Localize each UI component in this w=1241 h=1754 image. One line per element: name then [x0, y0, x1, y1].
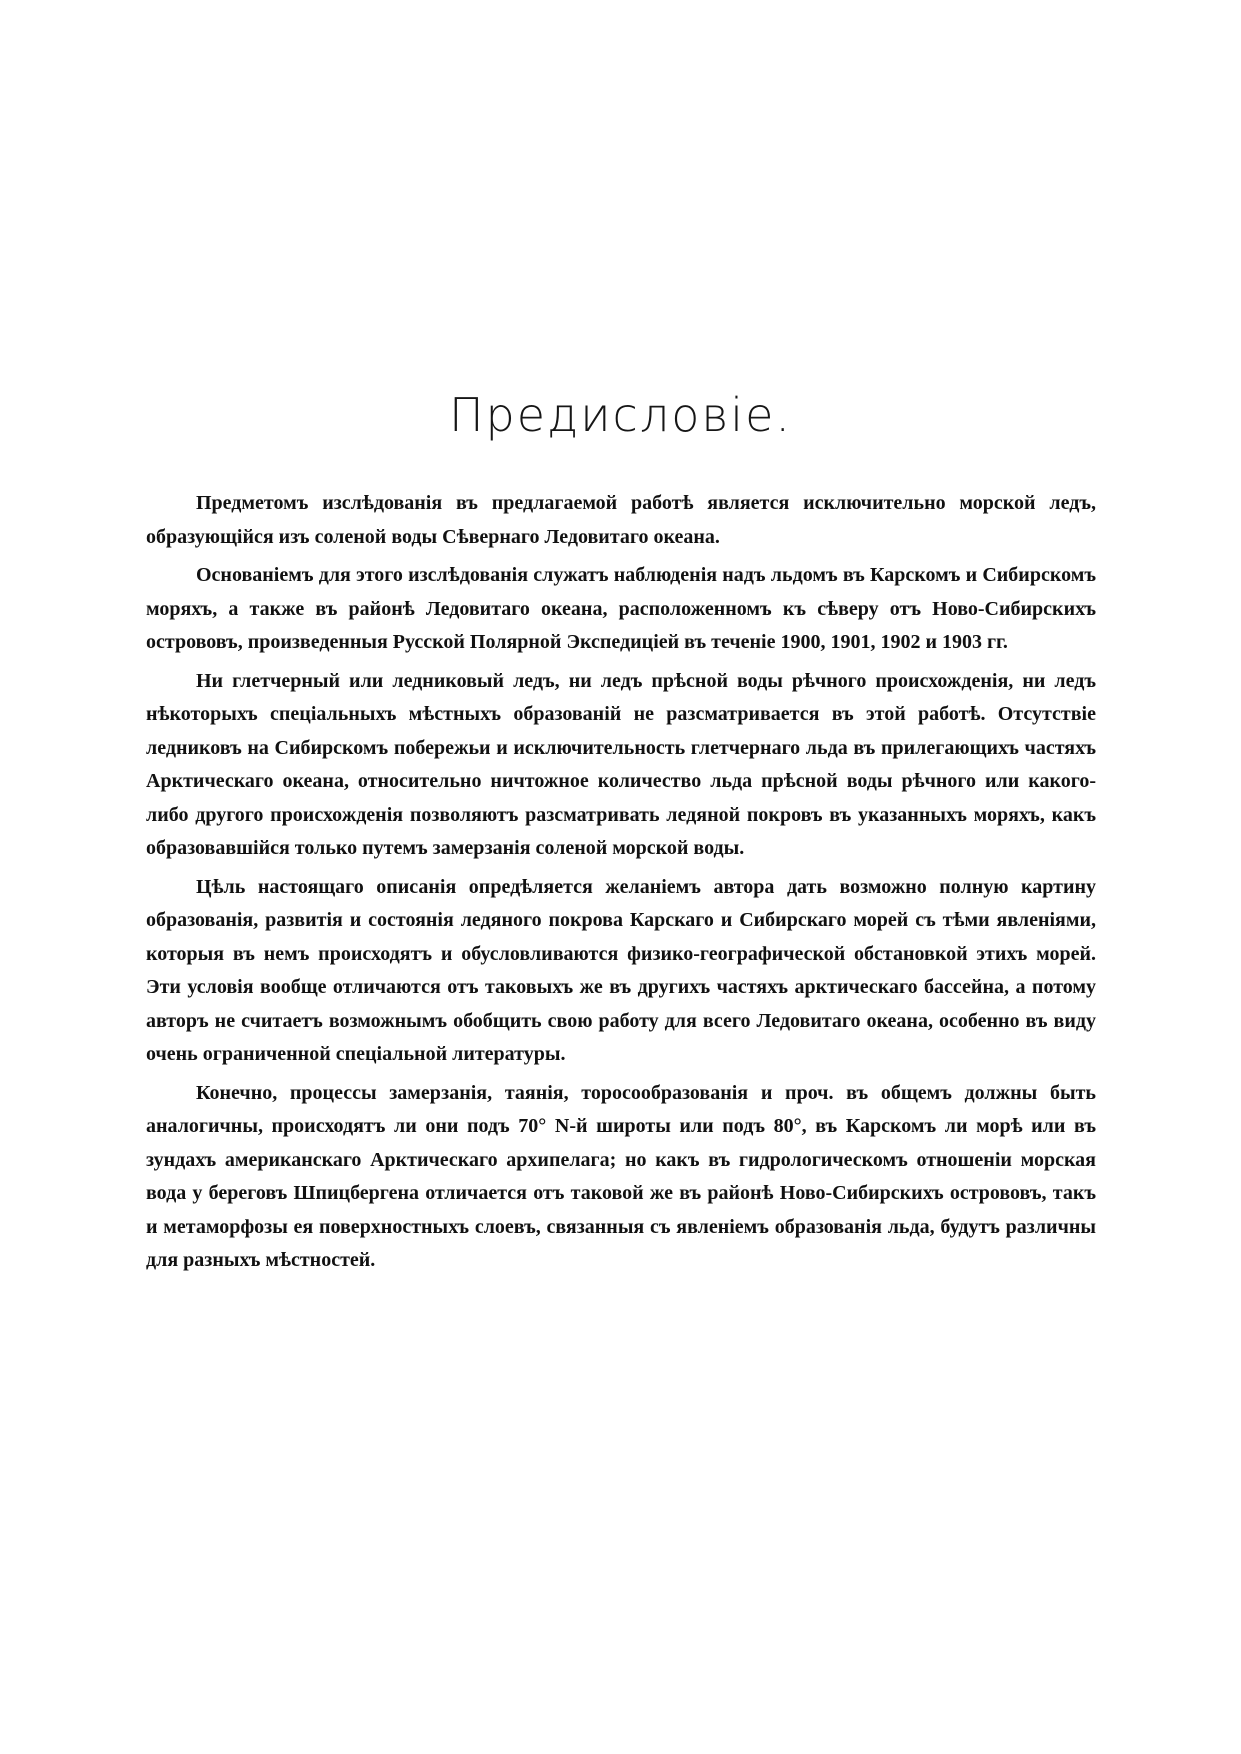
paragraph-1: Предметомъ изслѣдованія въ предлагаемой работѣ является исключительно морской ледъ, образующійся изъ соленой воды Сѣвернаго Ледовитаго океана. — [146, 492, 1096, 548]
paragraph-5: Конечно, процессы замерзанія, таянія, торосообразованія и проч. въ общемъ должны быть аналогичны, происходятъ ли они подъ 70° N-й широты или подъ 80°, въ Карскомъ ли морѣ или въ зундахъ американскаго Арктическаго архипелага; но какъ въ гидрологическомъ отношеніи морская вода у береговъ Шпицбергена отличается отъ таковой же въ районѣ Ново-Сибирскихъ острововъ, такъ и метаморфозы ея поверхностныхъ слоевъ, связанныя съ явленіемъ образованія льда, будутъ различны для разныхъ мѣстностей. — [146, 1081, 1096, 1271]
paragraph-4: Цѣль настоящаго описанія опредѣляется желаніемъ автора дать возможно полную картину образованія, развитія и состоянія ледяного покрова Карскаго и Сибирскаго морей съ тѣми явленіями, которыя въ немъ происходятъ и обусловливаются физико-географической обстановкой этихъ морей. Эти условія вообще отличаются отъ таковыхъ же въ другихъ частяхъ арктическаго бассейна, а потому авторъ не считаетъ возможнымъ обобщить свою работу для всего Ледовитаго океана, особенно въ виду очень ограниченной спеціальной литературы. — [146, 875, 1096, 1065]
paragraph-3: Ни глетчерный или ледниковый ледъ, ни ледъ прѣсной воды рѣчного происхожденія, ни ледъ нѣкоторыхъ спеціальныхъ мѣстныхъ образованій не разсматривается въ этой работѣ. Отсутствіе ледниковъ на Сибирскомъ побережьи и исключительность глетчернаго льда въ прилегающихъ частяхъ Арктическаго океана, относительно ничтожное количество льда прѣсной воды рѣчного или какого-либо другого происхожденія позволяютъ разсматривать ледяной покровъ въ указанныхъ моряхъ, какъ образовавшійся только путемъ замерзанія соленой морской воды. — [146, 669, 1096, 859]
page-title: Предисловіе. — [448, 388, 793, 442]
body-text — [146, 487, 1096, 1283]
paragraph-2: Основаніемъ для этого изслѣдованія служатъ наблюденія надъ льдомъ въ Карскомъ и Сибирскомъ моряхъ, а также въ районѣ Ледовитаго океана, расположенномъ къ сѣверу отъ Ново-Сибирскихъ острововъ, произведенныя Русской Полярной Экспедиціей въ теченіе 1900, 1901, 1902 и 1903 гг. — [146, 564, 1096, 653]
